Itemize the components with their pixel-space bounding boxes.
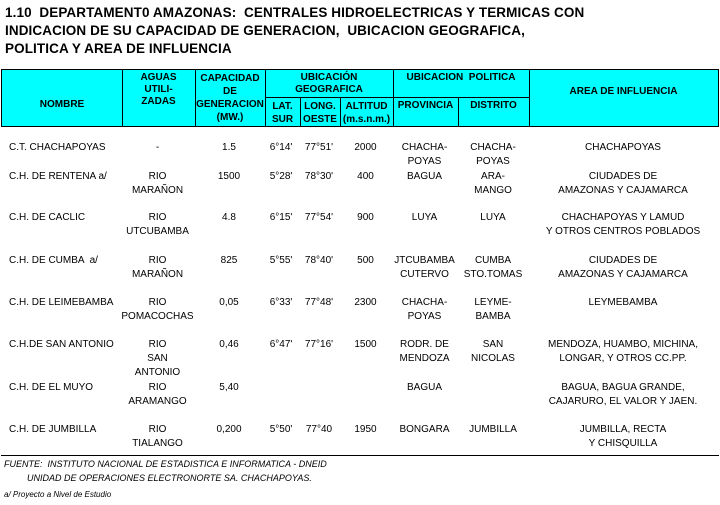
header-capacidad: CAPACIDAD DE GENERACION (MW.)	[196, 73, 264, 123]
cell-long: 77°51'	[304, 142, 334, 153]
cell-lat: 5°28'	[269, 171, 293, 182]
cell-cap: 1500	[217, 171, 241, 182]
cell-area: CHACHAPOYAS Y LAMUD Y OTROS CENTROS POBLADOS	[545, 212, 701, 237]
cell-area: CHACHAPOYAS	[585, 142, 661, 153]
cell-alt: 2000	[354, 142, 377, 153]
cell-nombre: C.H. DE CACLIC	[9, 212, 86, 223]
cell-nombre: C.H. DE RENTENA a/	[9, 171, 107, 182]
cell-cap: 0,05	[219, 297, 239, 308]
cell-aguas: RIO ARAMANGO	[128, 382, 187, 407]
cell-area: BAGUA, BAGUA GRANDE, CAJARURO, EL VALOR Y JAEN.	[548, 382, 698, 407]
cell-long: 77°16'	[304, 339, 334, 350]
header-aguas-utilizadas: AGUAS UTILI- ZADAS	[140, 72, 177, 107]
cell-lat: 5°55'	[269, 255, 293, 266]
cell-cap: 0,46	[219, 339, 239, 350]
cell-area: CIUDADES DE AMAZONAS Y CAJAMARCA	[558, 255, 688, 280]
cell-lat: 6°14'	[269, 142, 293, 153]
cell-lat: 6°33'	[269, 297, 293, 308]
cell-long: 77°54'	[304, 212, 334, 223]
cell-dist: ARA- MANGO	[474, 171, 512, 196]
cell-area: MENDOZA, HUAMBO, MICHINA, LONGAR, Y OTROS CC.PP.	[547, 339, 698, 364]
cell-prov: LUYA	[411, 212, 438, 223]
cell-prov: BAGUA	[406, 382, 442, 393]
cell-lat: 5°50'	[269, 424, 293, 435]
header-lat: LAT. SUR	[271, 101, 294, 125]
header-provincia: PROVINCIA	[397, 100, 454, 111]
cell-cap: 0,200	[216, 424, 242, 435]
cell-aguas: RIO SAN ANTONIO	[134, 339, 181, 378]
cell-nombre: C.T. CHACHAPOYAS	[9, 142, 106, 153]
cell-lat: 6°15'	[269, 212, 293, 223]
cell-alt: 900	[357, 212, 374, 223]
header-ubicacion-politica: UBICACION POLITICA	[406, 72, 516, 83]
cell-nombre: C.H. DE JUMBILLA	[9, 424, 97, 435]
header-area-influencia: AREA DE INFLUENCIA	[569, 86, 678, 97]
cell-nombre: C.H. DE CUMBA a/	[9, 255, 98, 266]
cell-alt: 1500	[354, 339, 377, 350]
cell-cap: 825	[220, 255, 238, 266]
cell-alt: 500	[357, 255, 374, 266]
footer-nota: a/ Proyecto a Nivel de Estudio	[4, 490, 112, 499]
cell-aguas: RIO MARAÑON	[131, 255, 184, 280]
cell-cap: 5,40	[219, 382, 239, 393]
table-header	[1, 69, 719, 127]
cell-prov: RODR. DE MENDOZA	[399, 339, 450, 364]
header-distrito: DISTRITO	[470, 100, 517, 111]
cell-prov: CHACHA- POYAS	[401, 297, 448, 322]
cell-alt: 1950	[354, 424, 377, 435]
footer-fuente: FUENTE: INSTITUTO NACIONAL DE ESTADISTICA E INFORMATICA - DNEID	[4, 459, 327, 469]
cell-aguas: RIO MARAÑON	[131, 171, 184, 196]
cell-long: 78°30'	[304, 171, 334, 182]
header-long: LONG. OESTE	[303, 101, 337, 125]
cell-aguas: RIO UTCUBAMBA	[126, 212, 189, 237]
cell-area: LEYMEBAMBA	[588, 297, 658, 308]
cell-dist: CHACHA- POYAS	[470, 142, 516, 167]
cell-prov: CHACHA- POYAS	[401, 142, 448, 167]
header-nombre: NOMBRE	[39, 99, 85, 110]
cell-dist: SAN NICOLAS	[471, 339, 515, 364]
cell-dist: LEYME- BAMBA	[474, 297, 512, 322]
table-bottom-rule	[1, 455, 719, 456]
cell-aguas: RIO TIALANGO	[132, 424, 183, 449]
cell-cap: 1.5	[222, 142, 236, 153]
cell-alt: 2300	[354, 297, 377, 308]
cell-nombre: C.H.DE SAN ANTONIO	[9, 339, 114, 350]
cell-area: JUMBILLA, RECTA Y CHISQUILLA	[579, 424, 667, 449]
cell-aguas: RIO POMACOCHAS	[121, 297, 194, 322]
cell-long: 77°48'	[304, 297, 334, 308]
cell-dist: CUMBA STO.TOMAS	[463, 255, 523, 280]
cell-prov: BONGARA	[399, 424, 450, 435]
cell-long: 78°40'	[304, 255, 334, 266]
cell-prov: JTCUBAMBA CUTERVO	[394, 255, 455, 280]
cell-alt: 400	[357, 171, 374, 182]
cell-dist: LUYA	[480, 212, 506, 223]
document-title: 1.10 DEPARTAMENT0 AMAZONAS: CENTRALES HIDROELECTRICAS Y TERMICAS CON INDICACION DE SU CAPACIDAD DE GENERACION, UBICACION GEOGRAFICA, POLITICA Y AREA DE INFLUENCIA	[5, 5, 585, 56]
cell-nombre: C.H. DE EL MUYO	[9, 382, 94, 393]
header-altitud: ALTITUD (m.s.n.m.)	[342, 101, 391, 125]
footer-unidad: UNIDAD DE OPERACIONES ELECTRONORTE SA. CHACHAPOYAS.	[27, 473, 312, 483]
cell-aguas: -	[155, 142, 160, 153]
header-ubicacion-geografica: UBICACIÓN GEOGRAFICA	[295, 72, 363, 95]
cell-long: 77°40	[305, 424, 333, 435]
cell-dist: JUMBILLA	[469, 424, 517, 435]
cell-cap: 4.8	[222, 212, 236, 223]
cell-lat: 6°47'	[269, 339, 293, 350]
cell-prov: BAGUA	[406, 171, 442, 182]
cell-nombre: C.H. DE LEIMEBAMBA	[9, 297, 114, 308]
cell-area: CIUDADES DE AMAZONAS Y CAJAMARCA	[558, 171, 688, 196]
